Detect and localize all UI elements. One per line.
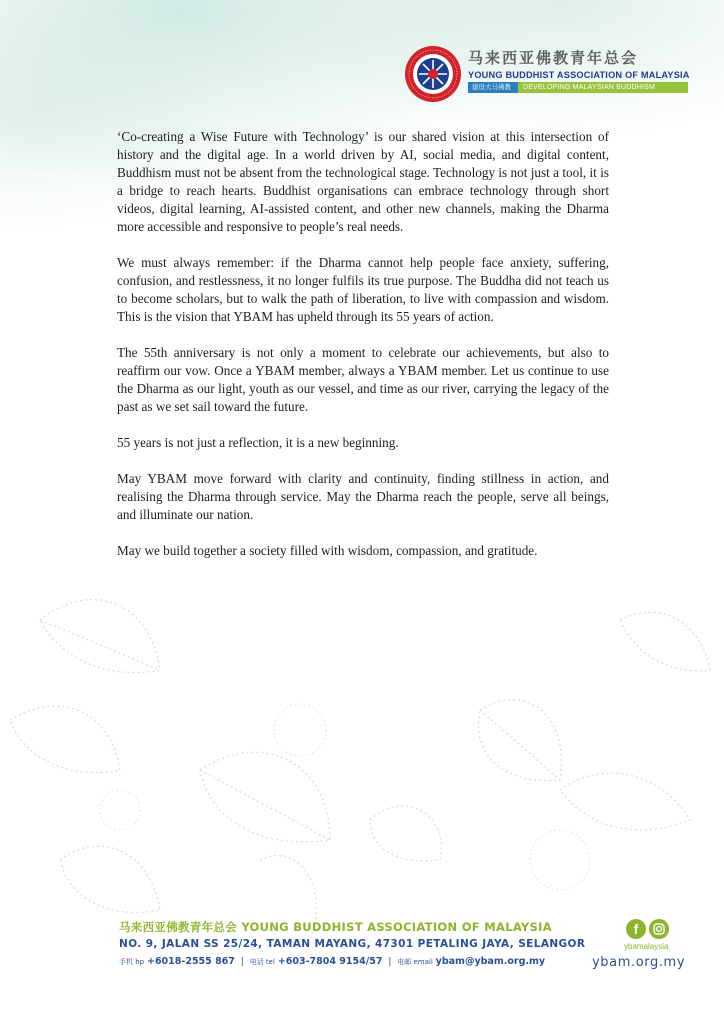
footer-phone-email	[119, 956, 545, 967]
ybam-seal-icon	[404, 45, 462, 103]
paragraph: We must always remember: if the Dharma cannot help people face anxiety, suffering, confusion, and restlessness, it no longer fulfils its true purpose. The Buddha did not teach us to become scholars, but to walk the path of liberation, to live with compassion and wisdom. This is the vision that YBAM has upheld through its 55 years of action.	[117, 255, 609, 324]
hp-value[interactable]: +6018-2555 867	[146, 956, 235, 967]
paragraph: ‘Co-creating a Wise Future with Technology’ is our shared vision at this intersection of history and the digital age. In a world driven by AI, social media, and digital content, Buddhism must not be absent from the technological stage. Technology is not just a tool, it is a bridge to reach hearts. Buddhist organisations can embrace technology through short videos, digital learning, AI-assisted content, and other new channels, making the Dharma more accessible and responsive to people’s real needs.	[117, 129, 609, 234]
header-logo	[404, 45, 690, 105]
website-link[interactable]: ybam.org.my	[592, 955, 686, 970]
social-links	[592, 919, 686, 981]
email-label: 电邮 email	[397, 958, 433, 966]
letter-body	[117, 128, 609, 578]
separator: |	[240, 957, 244, 967]
logo-tagline-cn: 建设大马佛教	[468, 82, 518, 93]
paragraph: 55 years is not just a reflection, it is a new beginning.	[117, 435, 399, 450]
logo-tagline-en: DEVELOPING MALAYSIAN BUDDHISM	[518, 82, 688, 93]
footer-org-name-cn: 马来西亚佛教青年总会	[119, 920, 237, 934]
tel-label: 电话 tel	[249, 958, 275, 966]
email-link[interactable]: ybam@ybam.org.my	[435, 956, 546, 967]
tel-value[interactable]: +603-7804 9154/57	[277, 956, 383, 967]
paragraph: May we build together a society filled with wisdom, compassion, and gratitude.	[117, 543, 538, 558]
paragraph: May YBAM move forward with clarity and continuity, finding stillness in action, and realising the Dharma through service. May the Dharma reach the people, serve all beings, and illuminate our nation.	[117, 471, 609, 522]
footer-org-name	[119, 919, 552, 935]
footer-address: NO. 9, JALAN SS 25/24, TAMAN MAYANG, 47301 PETALING JAYA, SELANGOR	[119, 938, 586, 950]
logo-org-name-en: YOUNG BUDDHIST ASSOCIATION OF MALAYSIA	[468, 70, 690, 80]
logo-tagline-strip	[468, 82, 688, 93]
instagram-icon[interactable]	[649, 919, 669, 939]
logo-org-name-cn: 马来西亚佛教青年总会	[468, 49, 639, 67]
separator: |	[388, 957, 392, 967]
footer-contact	[119, 919, 679, 979]
social-handle[interactable]: ybamalaysia	[624, 942, 669, 951]
footer-org-name-en: YOUNG BUDDHIST ASSOCIATION OF MALAYSIA	[241, 920, 552, 934]
facebook-icon[interactable]: f	[626, 919, 646, 939]
paragraph: The 55th anniversary is not only a moment to celebrate our achievements, but also to reaffirm our vow. Once a YBAM member, always a YBAM member. Let us continue to use the Dharma as our light, youth as our vessel, and time as our river, carrying the legacy of the past as we set sail toward the future.	[117, 345, 609, 414]
hp-label: 手机 hp	[119, 958, 145, 966]
